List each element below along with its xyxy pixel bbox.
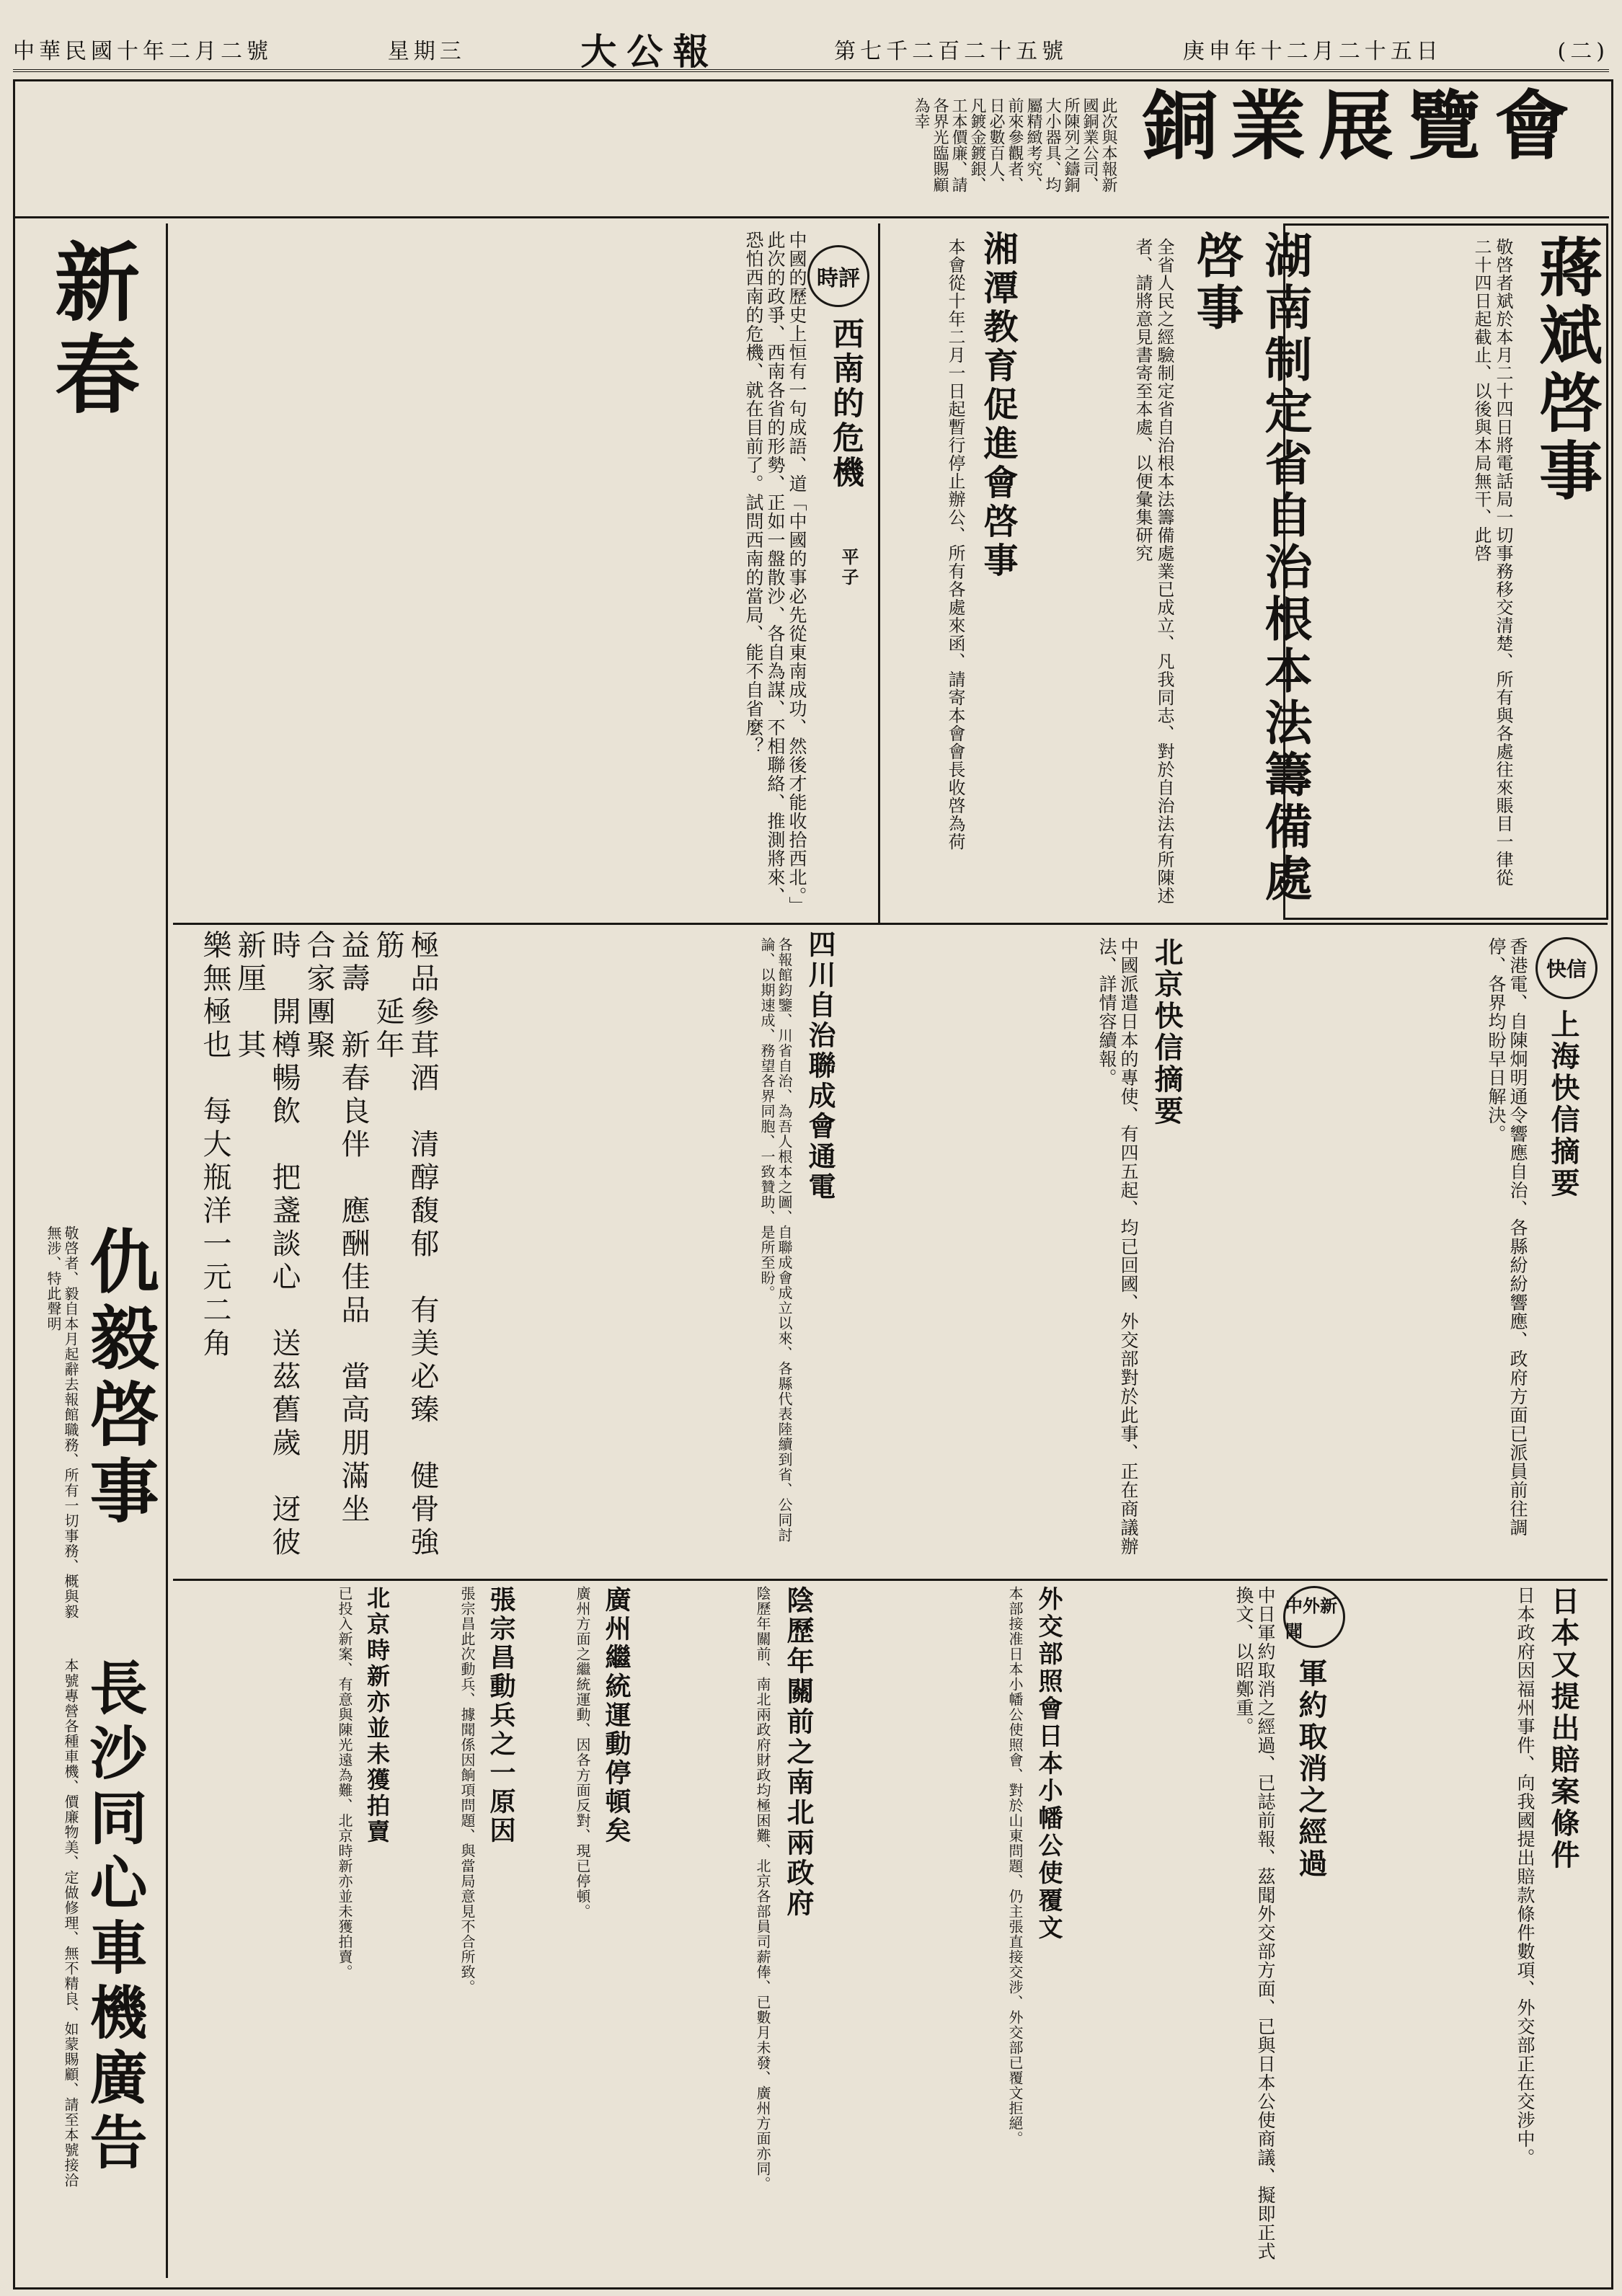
- masthead: [13, 29, 1609, 72]
- changsha-ad-body: 本號專營各種車機、價廉物美、定做修理、無不精良、如蒙賜顧、請至本號接洽: [62, 1658, 79, 2188]
- divider: [878, 223, 880, 923]
- foreign-section-label: 中外新聞: [1285, 1595, 1337, 1641]
- date-right: 庚申年十二月二十五日: [1182, 39, 1442, 64]
- divider: [173, 1579, 1608, 1581]
- xiangtan-notice-title: 湘潭教育促進會啓事: [978, 231, 1018, 581]
- foreign-section-badge: [1283, 1586, 1345, 1648]
- beijing-body: 中國派遣日本的專使、有四五起、均已回國、外交部對於此事、正在商議辦法、詳情容續報。: [1096, 937, 1139, 1556]
- new-year-ad: 新春: [40, 238, 141, 422]
- guangzhou-body: 廣州方面之繼統運動、因各方面反對、現已停頓。: [574, 1586, 591, 1919]
- sichuan-title: 四川自治聯成會通電: [804, 930, 836, 1202]
- paper-name: 大公報: [580, 30, 719, 73]
- shanghai-section-badge: [1535, 937, 1597, 999]
- qiu-notice-body: 敬啓者、毅自本月起辭去報館職務、所有一切事務、概與毅無涉、特此聲明: [45, 1225, 79, 1619]
- qiu-notice-title: 仇毅啓事: [79, 1225, 160, 1531]
- xiangtan-notice-body: 本會從十年二月一日起暫行停止辦公、所有各處來函、請寄本會會長收啓為荷: [945, 238, 965, 851]
- japan-fee-body: 日本政府因福州事件、向我國提出賠款條件數項、外交部正在交涉中。: [1515, 1586, 1535, 2167]
- zhang-title: 張宗昌動兵之一原因: [486, 1586, 516, 1845]
- wine-ad: [173, 930, 440, 1564]
- shanghai-section-label: 快信: [1546, 957, 1587, 981]
- sichuan-body: 各報館鈞鑒、川省自治、為吾人根本之圖、自聯成會成立以來、各縣代表陸續到省、公同討論、以期速成、務望各界同胞、一致贊助、是所至盼。: [758, 937, 793, 1543]
- jiang-notice-body: 敬啓者斌於本月二十四日將電話局一切事務移交清楚、所有與各處往來賬目一律從二十四日起截止、以後與本局無干、此啓: [1471, 238, 1513, 887]
- guangzhou-title: 廣州繼統運動停頓矣: [601, 1586, 631, 1845]
- jiang-notice-title: 蔣斌啓事: [1529, 234, 1604, 505]
- hunan-notice-title: 湖南制定省自治根本法籌備處啓事: [1188, 231, 1313, 905]
- beijing-new-body: 已投入新案、有意與陳光遠為難、北京時新亦並未獲拍賣。: [336, 1586, 353, 1980]
- foreign-title: 軍約取消之經過: [1294, 1658, 1328, 1880]
- issue-number: 第七千二百二十五號: [834, 39, 1068, 64]
- page-mark: (二): [1557, 39, 1609, 64]
- editorial-author: 平子: [838, 548, 859, 588]
- divider: [166, 223, 168, 2278]
- southnorth-title: 陰歷年關前之南北兩政府: [782, 1586, 815, 1919]
- divider: [13, 216, 1609, 218]
- wine-ad-line: 樂無極也 每大瓶洋一元二角: [198, 930, 231, 1361]
- wine-ad-line: 益壽 新春良伴 應酬佳品 當高朋滿坐 合家團聚: [302, 930, 370, 1560]
- editorial-section-badge: [807, 245, 869, 307]
- shanghai-title: 上海快信摘要: [1546, 1009, 1580, 1200]
- jiaowai-body: 本部接准日本小幡公使照會、對於山東問題、仍主張直接交涉、外交部已覆文拒絕。: [1006, 1586, 1024, 2146]
- jiaowai-title: 外交部照會日本小幡公使覆文: [1034, 1586, 1063, 1942]
- beijing-title: 北京快信摘要: [1150, 937, 1184, 1127]
- editorial-section-label: 時評: [817, 266, 860, 291]
- shanghai-body: 香港電、自陳炯明通令響應自治、各縣紛紛響應、政府方面已派員前往調停、各界均盼早日解決。: [1486, 937, 1528, 1537]
- date-left: 中華民國十年二月二號: [13, 39, 272, 64]
- southnorth-body: 陰歷年關前、南北兩政府財政均極困難、北京各部員司薪俸、已數月未發、廣州方面亦同。: [754, 1586, 771, 2191]
- divider: [173, 923, 1608, 925]
- copper-exhibition-title: 銅業展覽會: [1142, 81, 1582, 170]
- zhang-body: 張宗昌此次動兵、據聞係因餉項問題、與當局意見不合所致。: [458, 1586, 476, 1995]
- wine-ad-line: 極品參茸酒 清醇馥郁 有美必臻 健骨強筋 延年: [371, 930, 439, 1560]
- hunan-notice-body: 全省人民之經驗制定省自治根本法籌備處業已成立、凡我同志、對於自治法有所陳述者、請將意見書寄至本處、以便彙集研究: [1133, 238, 1174, 905]
- japan-fee-title: 日本又提出賠案條件: [1546, 1586, 1580, 1871]
- beijing-new-title: 北京時新亦並未獲拍賣: [363, 1586, 391, 1845]
- editorial-body: 中國的歷史上恒有一句成語、道「中國的事必先從東南成功、然後才能收拾西北。」此次的政爭、西南各省的形勢、正如一盤散沙、各自為謀、不相聯絡、推測將來、恐怕西南的危機、就在目前了。試問西南的當局、能不自省麼？: [743, 231, 807, 906]
- copper-exhibition-ad: 此次與本報新國銅業公司、所陳列之鑄銅大小器具、均屬精緻考究、前來參觀者、日必數百人、凡鍍金鍍銀、工本價廉、請各界光臨賜顧為幸: [912, 97, 1117, 192]
- issue-day: 星期三: [387, 39, 466, 64]
- foreign-body: 中日軍約取消之經過、已誌前報、茲聞外交部方面、已與日本公使商議、擬即正式換文、以昭鄭重。: [1233, 1586, 1276, 2261]
- editorial-title: 西南的危機: [827, 317, 864, 490]
- wine-ad-line: 時 開樽暢飲 把盞談心 送茲舊歲 迓彼新厘 其: [233, 930, 301, 1560]
- changsha-ad-title: 長沙同心車機廣告: [80, 1658, 148, 2177]
